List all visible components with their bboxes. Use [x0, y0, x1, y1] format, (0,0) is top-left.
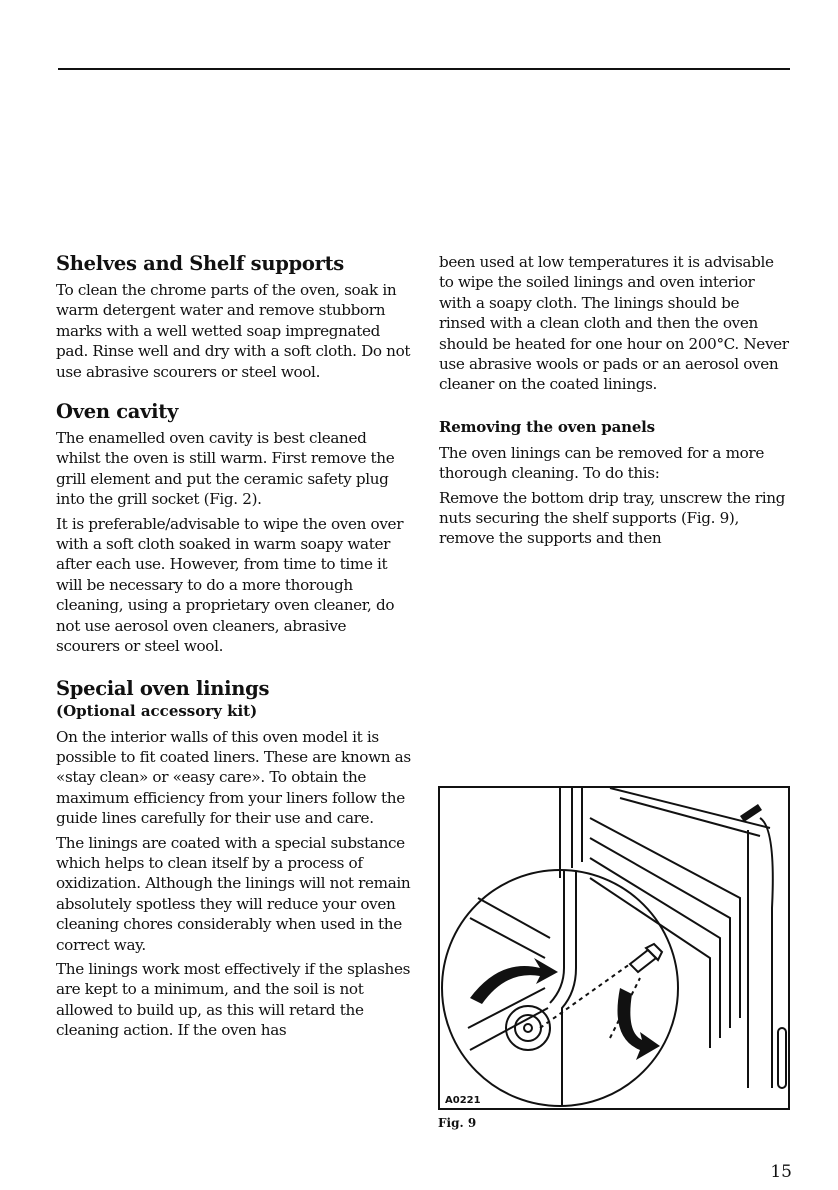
panels-paragraph-1: The oven linings can be removed for a more thorough cleaning. To do this: [439, 443, 764, 483]
figure-caption: Fig. 9 [438, 1116, 477, 1130]
cavity-paragraph-1: The enamelled oven cavity is best cleaned whilst the oven is still warm. First remove the grill element and put the ceramic safety plug into the grill socket (Fig. 2). [56, 429, 395, 509]
figure-code: A0221 [445, 1095, 481, 1106]
linings-paragraph-3: The linings work most effectively if the splashes are kept to a minimum, and the soil is not allowed to build up, as this will retard the cleaning action. If the oven has [56, 959, 411, 1040]
linings-paragraph-1: On the interior walls of this oven model it is possible to fit coated liners. These are known as «stay clean» or «easy care». To obtain the maximum efficiency from your liners follow the guide lines carefully for their use and care. [56, 727, 411, 828]
linings-subheading: (Optional accessory kit) [56, 701, 258, 720]
panels-heading: Removing the oven panels [439, 417, 655, 436]
figure-9 [438, 786, 790, 1110]
shelves-heading: Shelves and Shelf supports [56, 252, 344, 275]
linings-paragraph-2: The linings are coated with a special substance which helps to clean itself by a process of oxidization. Although the linings will not remain absolutely spotless they will reduce your oven cleaning chores considerably when used in the correct way. [56, 833, 411, 954]
shelves-body: To clean the chrome parts of the oven, soak in warm detergent water and remove stubborn marks with a well wetted soap impregnated pad. Rinse well and dry with a soft cloth. Do not use abrasive scourers or steel wool. [56, 281, 411, 381]
oven-shelf-support-illustration-icon [440, 788, 790, 1110]
continued-paragraph: been used at low temperatures it is advisable to wipe the soiled linings and oven interior with a soapy cloth. The linings should be rinsed with a clean cloth and then the oven should be heated for one hour on 200°C. Never use abrasive wools or pads or an aerosol oven cleaner on the coated linings. [439, 253, 789, 394]
cavity-paragraph-2: It is preferable/advisable to wipe the oven over with a soft cloth soaked in warm soapy water after each use. However, from time to time it will be necessary to do a more thorough cleaning, using a proprietary oven cleaner, do not use aerosol oven cleaners, abrasive scourers or steel wool. [56, 514, 404, 656]
right-column [439, 252, 789, 553]
top-rule [58, 68, 790, 70]
cavity-heading: Oven cavity [56, 400, 178, 424]
left-column [56, 252, 414, 1045]
page-number: 15 [770, 1162, 792, 1182]
linings-heading: Special oven linings [56, 676, 270, 700]
panels-paragraph-2: Remove the bottom drip tray, unscrew the ring nuts securing the shelf supports (Fig. 9), remove the supports and then [439, 488, 786, 548]
